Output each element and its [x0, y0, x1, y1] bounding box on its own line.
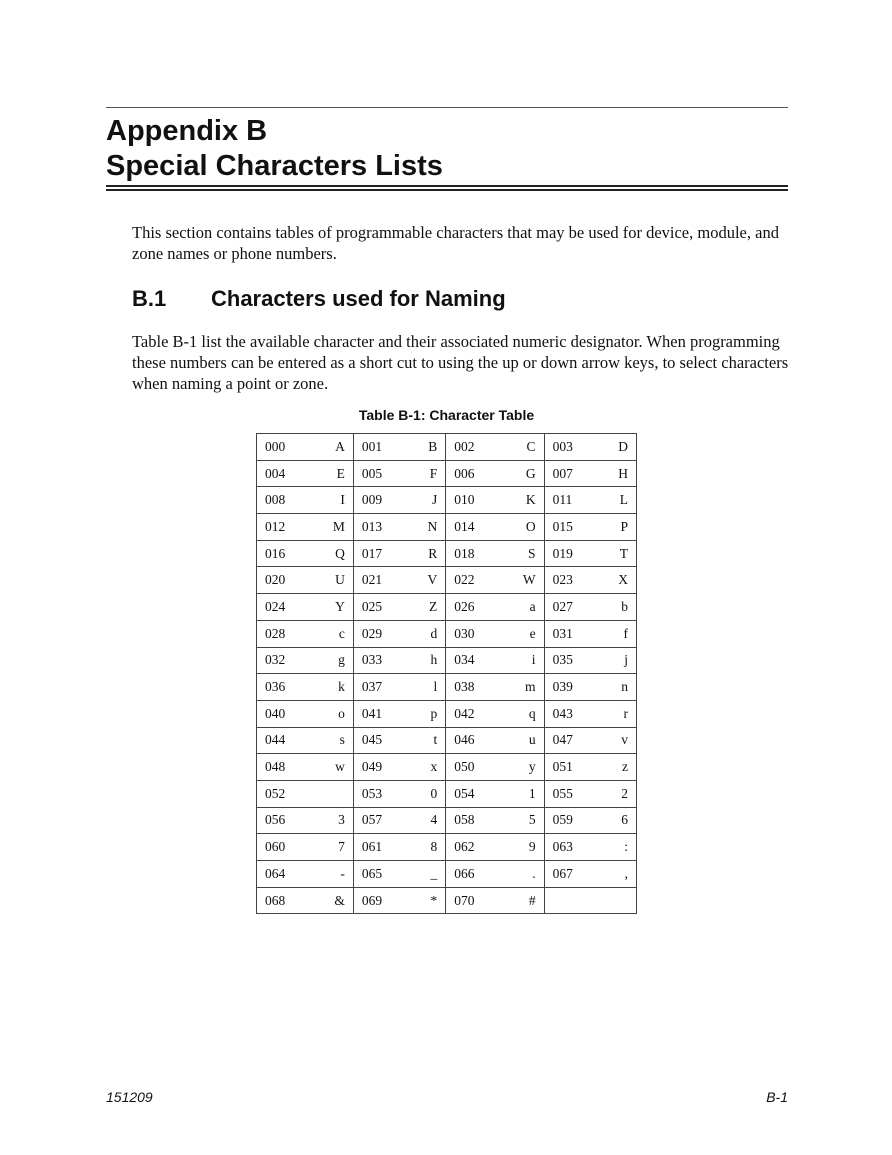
table-cell	[544, 674, 636, 701]
character-table-body	[257, 434, 637, 914]
top-rule	[106, 107, 788, 108]
table-cell	[544, 460, 636, 487]
table-cell	[353, 887, 445, 914]
char-code: 022	[454, 572, 475, 588]
char-glyph: h	[430, 652, 438, 668]
char-glyph: w	[335, 759, 345, 775]
char-code: 026	[454, 598, 475, 614]
table-cell	[353, 861, 445, 888]
char-glyph: H	[618, 465, 628, 481]
char-glyph: 4	[430, 812, 438, 828]
char-code: 037	[361, 679, 383, 695]
table-cell	[544, 780, 636, 807]
char-code: 051	[552, 759, 573, 775]
char-code: 055	[552, 785, 573, 801]
footer-doc-number: 151209	[106, 1089, 153, 1105]
char-code: 035	[552, 652, 573, 668]
char-code: 005	[361, 465, 383, 481]
table-row	[257, 567, 637, 594]
char-code: 030	[454, 625, 475, 641]
table-cell	[544, 540, 636, 567]
char-glyph: M	[332, 518, 345, 534]
char-glyph: O	[525, 518, 536, 534]
char-code: 053	[361, 785, 383, 801]
char-glyph: f	[623, 625, 628, 641]
char-code: 059	[552, 812, 573, 828]
char-glyph: T	[619, 545, 628, 561]
char-code: 013	[361, 518, 383, 534]
char-glyph: 0	[430, 785, 438, 801]
char-glyph: G	[525, 465, 536, 481]
table-caption: Table B-1: Character Table	[358, 407, 535, 423]
char-glyph: s	[339, 732, 345, 748]
char-glyph: o	[338, 705, 345, 721]
char-glyph: *	[430, 892, 438, 908]
char-glyph: &	[334, 892, 345, 908]
char-code: 038	[454, 679, 475, 695]
table-cell	[257, 727, 354, 754]
char-glyph: R	[428, 545, 438, 561]
table-row	[257, 460, 637, 487]
table-cell	[446, 727, 544, 754]
table-cell	[353, 674, 445, 701]
char-glyph: ,	[624, 865, 628, 881]
table-cell	[257, 514, 354, 541]
char-glyph: Z	[429, 598, 438, 614]
table-cell	[544, 434, 636, 461]
table-cell	[257, 540, 354, 567]
char-glyph: S	[528, 545, 536, 561]
table-cell	[257, 460, 354, 487]
char-glyph: W	[522, 572, 536, 588]
char-glyph: d	[430, 625, 438, 641]
char-glyph: g	[338, 652, 345, 668]
char-code: 014	[454, 518, 475, 534]
table-cell	[446, 434, 544, 461]
title-line-appendix: Appendix B	[106, 115, 268, 147]
table-cell	[544, 861, 636, 888]
char-glyph: B	[428, 438, 438, 454]
char-code: 023	[552, 572, 573, 588]
table-row	[257, 620, 637, 647]
char-glyph: 5	[528, 812, 536, 828]
char-code: 056	[265, 812, 286, 828]
table-row	[257, 674, 637, 701]
table-cell	[446, 647, 544, 674]
table-cell	[257, 434, 354, 461]
char-code: 060	[265, 839, 286, 855]
char-code: 007	[552, 465, 573, 481]
table-row	[257, 754, 637, 781]
table-cell	[353, 834, 445, 861]
char-code: 010	[454, 492, 475, 508]
table-cell	[353, 540, 445, 567]
char-glyph: :	[624, 839, 628, 855]
char-code: 048	[265, 759, 286, 775]
table-cell	[257, 807, 354, 834]
char-code: 027	[552, 598, 573, 614]
char-glyph: 7	[338, 839, 345, 855]
table-cell	[353, 807, 445, 834]
char-code: 015	[552, 518, 573, 534]
char-glyph: .	[532, 865, 536, 881]
char-code: 020	[265, 572, 286, 588]
char-glyph: e	[529, 625, 536, 641]
table-cell	[446, 861, 544, 888]
table-cell	[446, 487, 544, 514]
char-code: 062	[454, 839, 475, 855]
char-code: 063	[552, 839, 573, 855]
title-line-subject: Special Characters Lists	[106, 150, 443, 182]
table-row	[257, 887, 637, 914]
table-cell	[257, 754, 354, 781]
table-cell	[353, 567, 445, 594]
char-glyph: l	[433, 679, 438, 695]
char-glyph: k	[338, 679, 345, 695]
table-cell	[544, 487, 636, 514]
table-cell	[544, 754, 636, 781]
table-row	[257, 647, 637, 674]
char-glyph: X	[618, 572, 628, 588]
char-glyph: L	[619, 492, 628, 508]
char-code: 003	[552, 438, 573, 454]
char-code: 034	[454, 652, 475, 668]
table-cell	[446, 567, 544, 594]
char-glyph: 6	[621, 812, 628, 828]
character-table	[256, 433, 637, 914]
char-glyph: 3	[338, 812, 345, 828]
char-code: 066	[454, 865, 475, 881]
char-code: 033	[361, 652, 383, 668]
char-glyph: C	[526, 438, 536, 454]
table-cell	[446, 514, 544, 541]
char-code: 042	[454, 705, 475, 721]
char-glyph: N	[427, 518, 438, 534]
char-code: 017	[361, 545, 383, 561]
table-cell	[544, 567, 636, 594]
table-cell	[257, 647, 354, 674]
char-code: 069	[361, 892, 383, 908]
char-code: 000	[265, 438, 286, 454]
char-glyph: t	[433, 732, 438, 748]
table-cell	[446, 834, 544, 861]
char-code: 006	[454, 465, 475, 481]
table-cell	[353, 487, 445, 514]
section-number: B.1	[132, 286, 167, 311]
table-row	[257, 434, 637, 461]
table-cell	[257, 594, 354, 621]
table-cell	[544, 594, 636, 621]
char-code: 028	[265, 625, 286, 641]
char-code: 052	[265, 785, 286, 801]
char-glyph: I	[340, 492, 345, 508]
table-cell	[257, 780, 354, 807]
table-cell	[446, 460, 544, 487]
char-glyph: _	[430, 865, 438, 881]
char-code: 025	[361, 598, 383, 614]
char-code: 045	[361, 732, 383, 748]
char-code: 057	[361, 812, 383, 828]
char-code: 046	[454, 732, 475, 748]
char-code: 054	[454, 785, 475, 801]
intro-paragraph: This section contains tables of programmable characters that may be used for device, module, and zone names or phone numbers.	[132, 223, 779, 263]
table-cell	[544, 807, 636, 834]
table-cell	[446, 807, 544, 834]
table-row	[257, 727, 637, 754]
char-code: 047	[552, 732, 573, 748]
char-code: 029	[361, 625, 383, 641]
char-glyph: y	[528, 759, 536, 775]
char-glyph: r	[623, 705, 628, 721]
char-code: 041	[361, 705, 383, 721]
table-cell	[353, 514, 445, 541]
char-code: 021	[361, 572, 383, 588]
table-cell	[257, 567, 354, 594]
char-code: 008	[265, 492, 286, 508]
char-glyph: n	[621, 679, 628, 695]
table-row	[257, 540, 637, 567]
table-cell	[544, 514, 636, 541]
char-code: 001	[361, 438, 383, 454]
table-cell	[257, 674, 354, 701]
table-row	[257, 594, 637, 621]
table-cell	[446, 700, 544, 727]
char-code: 039	[552, 679, 573, 695]
page-title	[106, 114, 443, 184]
table-cell	[446, 887, 544, 914]
table-cell	[446, 780, 544, 807]
char-glyph: D	[618, 438, 628, 454]
table-cell	[544, 700, 636, 727]
table-cell	[353, 594, 445, 621]
char-glyph: -	[340, 865, 345, 881]
table-cell	[353, 780, 445, 807]
char-code: 012	[265, 518, 286, 534]
char-code: 061	[361, 839, 383, 855]
char-glyph: A	[335, 438, 345, 454]
char-glyph: Y	[335, 598, 345, 614]
char-glyph: 8	[430, 839, 438, 855]
table-row	[257, 834, 637, 861]
table-cell	[544, 887, 636, 914]
table-row	[257, 861, 637, 888]
footer-page-number: B-1	[766, 1089, 788, 1105]
table-cell	[353, 727, 445, 754]
char-glyph: j	[624, 652, 628, 668]
char-code: 044	[265, 732, 286, 748]
section-title: Characters used for Naming	[211, 286, 506, 311]
char-code: 050	[454, 759, 475, 775]
char-glyph: z	[622, 759, 628, 775]
table-cell	[353, 460, 445, 487]
char-code: 064	[265, 865, 286, 881]
table-cell	[257, 700, 354, 727]
table-cell	[257, 620, 354, 647]
char-code: 019	[552, 545, 573, 561]
table-cell	[257, 487, 354, 514]
char-glyph: V	[427, 572, 438, 588]
table-cell	[257, 861, 354, 888]
table-cell	[353, 620, 445, 647]
char-glyph: m	[525, 679, 536, 695]
table-cell	[257, 834, 354, 861]
char-glyph: J	[432, 492, 438, 508]
char-glyph: P	[620, 518, 628, 534]
table-cell	[446, 540, 544, 567]
char-glyph: p	[430, 705, 438, 721]
table-cell	[446, 754, 544, 781]
table-cell	[353, 434, 445, 461]
table-cell	[544, 834, 636, 861]
char-glyph: K	[525, 492, 536, 508]
table-cell	[446, 620, 544, 647]
table-cell	[353, 754, 445, 781]
char-code: 049	[361, 759, 383, 775]
char-code: 002	[454, 438, 475, 454]
table-row	[257, 487, 637, 514]
char-code: 043	[552, 705, 573, 721]
char-code: 032	[265, 652, 286, 668]
char-glyph: c	[338, 625, 345, 641]
char-code: 036	[265, 679, 286, 695]
char-code: 011	[552, 492, 573, 508]
section-paragraph: Table B-1 list the available character and their associated numeric designator. When programming these numbers can be entered as a short cut to using the up or down arrow keys, to select characters when naming a point or zone.	[132, 332, 789, 393]
char-glyph: E	[336, 465, 345, 481]
char-glyph: F	[429, 465, 438, 481]
char-code: 024	[265, 598, 286, 614]
section-heading	[132, 285, 506, 313]
table-row	[257, 514, 637, 541]
char-glyph: #	[528, 892, 536, 908]
char-code: 068	[265, 892, 286, 908]
char-code: 058	[454, 812, 475, 828]
char-glyph: x	[430, 759, 438, 775]
char-glyph: 1	[528, 785, 536, 801]
char-glyph: U	[335, 572, 345, 588]
char-glyph: 9	[528, 839, 536, 855]
title-double-rule	[106, 185, 788, 191]
char-glyph: i	[531, 652, 536, 668]
char-glyph: v	[621, 732, 628, 748]
table-cell	[446, 594, 544, 621]
table-cell	[353, 647, 445, 674]
char-code: 070	[454, 892, 475, 908]
char-glyph: a	[529, 598, 536, 614]
char-code: 016	[265, 545, 286, 561]
char-glyph: 2	[621, 785, 628, 801]
char-code: 004	[265, 465, 286, 481]
table-cell	[544, 647, 636, 674]
char-glyph: Q	[335, 545, 345, 561]
char-code: 018	[454, 545, 475, 561]
table-row	[257, 807, 637, 834]
char-code: 009	[361, 492, 383, 508]
table-cell	[544, 727, 636, 754]
char-code: 031	[552, 625, 573, 641]
char-glyph: b	[621, 598, 628, 614]
table-cell	[353, 700, 445, 727]
table-cell	[446, 674, 544, 701]
table-cell	[544, 620, 636, 647]
char-glyph: u	[528, 732, 536, 748]
table-cell	[257, 887, 354, 914]
char-code: 065	[361, 865, 383, 881]
char-code: 040	[265, 705, 286, 721]
table-row	[257, 700, 637, 727]
char-glyph: q	[528, 705, 536, 721]
char-code: 067	[552, 865, 573, 881]
table-row	[257, 780, 637, 807]
